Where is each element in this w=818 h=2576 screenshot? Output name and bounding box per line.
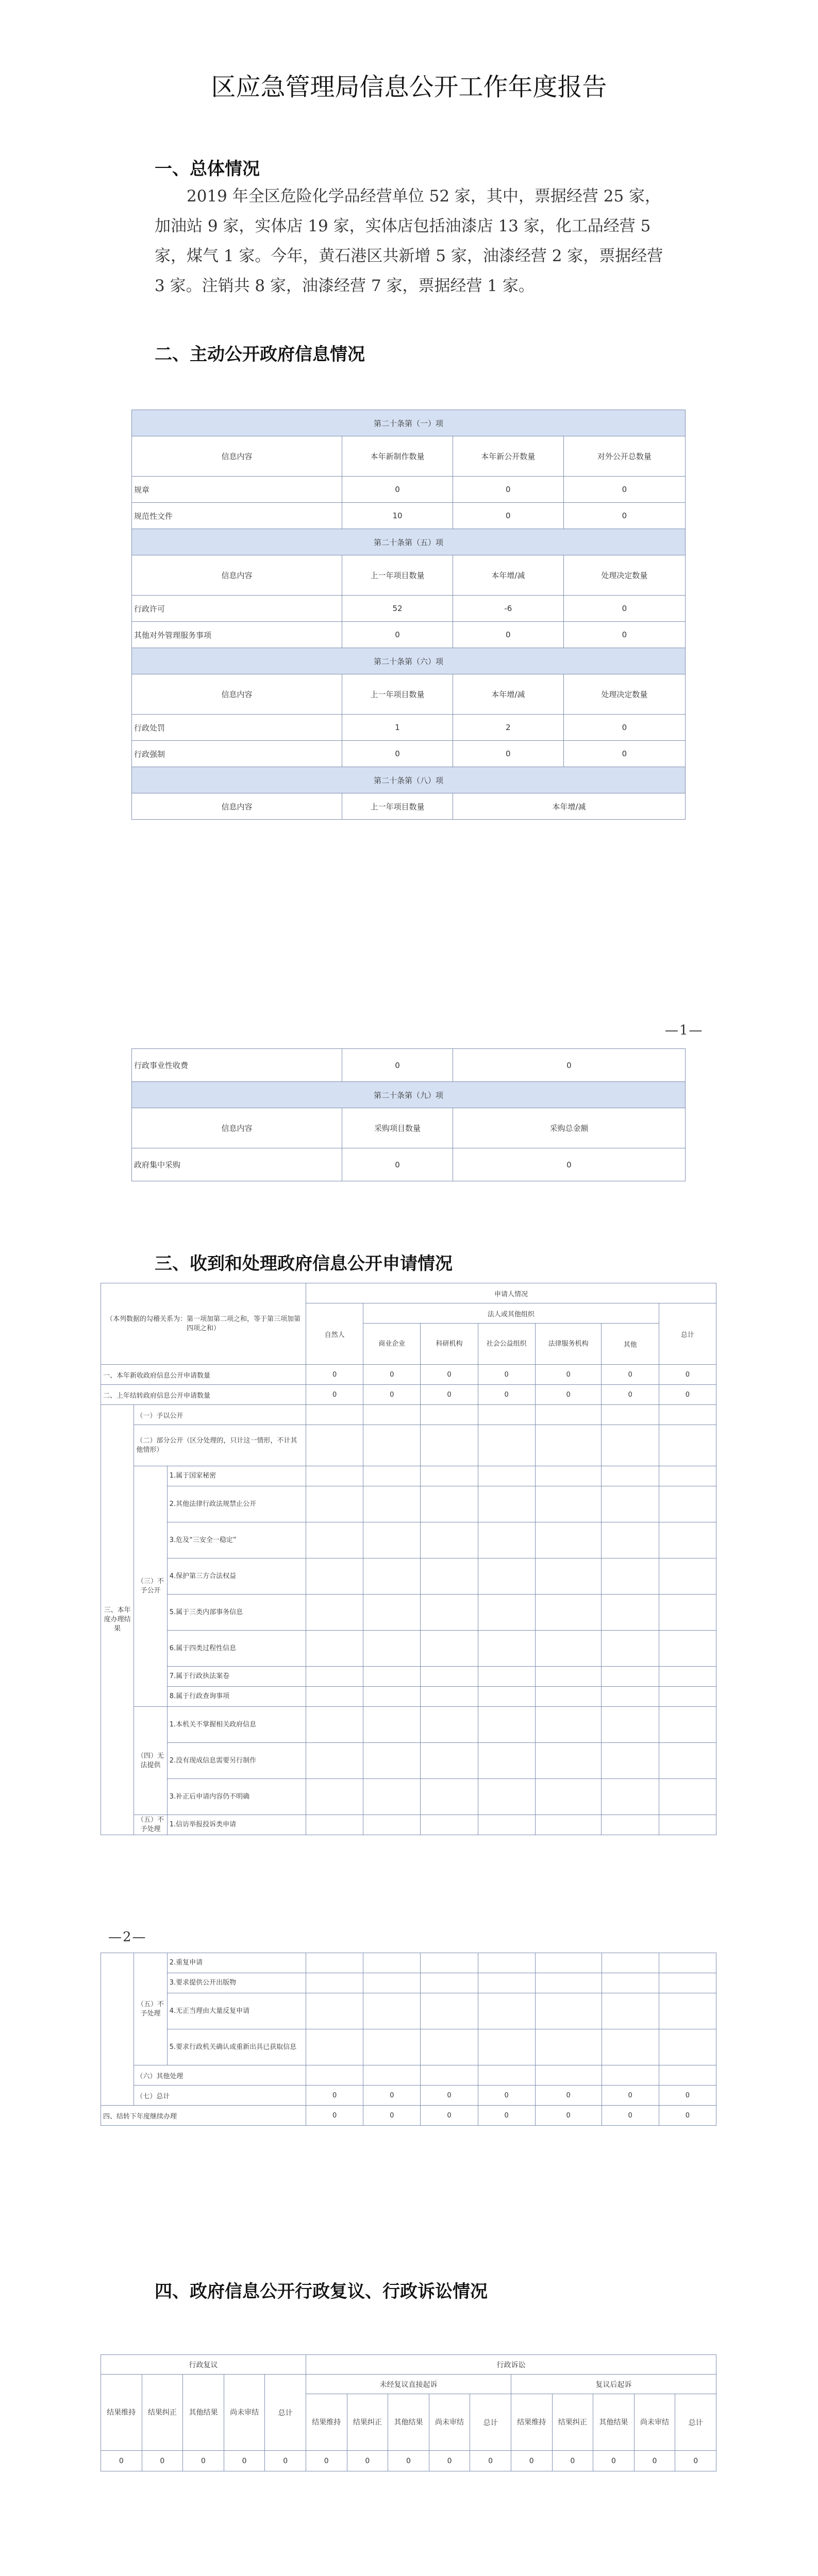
review-litigation-table <box>101 2354 716 2471</box>
table-row-label: 3.要求提供公开出版物 <box>167 1973 306 1993</box>
table-cell: 0 <box>363 1365 421 1385</box>
table-cell: 0 <box>347 2451 388 2471</box>
table-header-cell: 处理决定数量 <box>563 555 685 596</box>
table-header-cell: 未经复议直接起诉 <box>306 2375 511 2394</box>
table-cell: 0 <box>453 622 563 648</box>
table-cell: 行政事业性收费 <box>132 1049 342 1082</box>
table-header-cell: 上一年项目数量 <box>342 793 453 820</box>
section-2-heading: 二、主动公开政府信息情况 <box>155 344 365 365</box>
table-band: 第二十条第（一）项 <box>132 410 686 436</box>
table-cell: 0 <box>563 596 685 622</box>
table-band: 第二十条第（六）项 <box>132 648 686 674</box>
table-cell: 0 <box>421 1365 478 1385</box>
table-cell: 0 <box>306 2086 363 2106</box>
table-row-label: 四、结转下年度继续办理 <box>101 2106 306 2126</box>
table-row-label: 二、上年结转政府信息公开申请数量 <box>101 1385 306 1405</box>
table-header-cell: 结果纠正 <box>142 2375 183 2451</box>
table-header-cell: 本年增/减 <box>453 674 563 715</box>
table-cell: 0 <box>552 2451 593 2471</box>
table-cell: 0 <box>634 2451 675 2471</box>
table-cell: 0 <box>306 2451 347 2471</box>
table-cell: 0 <box>421 2106 478 2126</box>
table-cell: 0 <box>563 715 685 741</box>
table-cell: -6 <box>453 596 563 622</box>
table-cell: 0 <box>453 1049 685 1082</box>
table-row-label: 4.无正当理由大量反复申请 <box>167 1993 306 2029</box>
table-cell: 0 <box>478 1365 535 1385</box>
table-header-cell: 对外公开总数量 <box>563 436 685 477</box>
table-cell: 0 <box>388 2451 429 2471</box>
application-handling-table-continued <box>101 1953 716 2126</box>
table-cell: 0 <box>659 2106 716 2126</box>
proactive-disclosure-table <box>131 410 686 820</box>
table-header-cell: 尚未审结 <box>429 2394 470 2451</box>
table-header-cell: 本年新公开数量 <box>453 436 563 477</box>
table-row-label: （二）部分公开（区分处理的，只计这一情形，不计其他情形） <box>134 1425 306 1466</box>
section-4-heading: 四、政府信息公开行政复议、行政诉讼情况 <box>155 2281 488 2302</box>
table-cell: 0 <box>453 741 563 767</box>
table-cell: 0 <box>183 2451 224 2471</box>
table-header-cell: 尚未审结 <box>634 2394 675 2451</box>
table-header-cell: 商业企业 <box>363 1324 421 1365</box>
table-cell: 0 <box>342 622 453 648</box>
table-cell: 0 <box>363 2106 421 2126</box>
table-cell: 行政许可 <box>132 596 342 622</box>
table-cell: 其他对外管理服务事项 <box>132 622 342 648</box>
table-cell: 0 <box>342 1049 453 1082</box>
table-cell: 52 <box>342 596 453 622</box>
table-cell: 0 <box>453 1148 685 1181</box>
table-cell: 0 <box>224 2451 265 2471</box>
table-header-cell: 其他结果 <box>593 2394 635 2451</box>
table-cell: 0 <box>306 1385 363 1405</box>
table-cell: 0 <box>563 503 685 529</box>
table-cell: 0 <box>563 741 685 767</box>
table-header-cell: 处理决定数量 <box>563 674 685 715</box>
table-header-cell: 采购项目数量 <box>342 1108 453 1148</box>
table-header-cell: 信息内容 <box>132 436 342 477</box>
table-header-cell: 法律服务机构 <box>535 1324 602 1365</box>
table-cell: 0 <box>478 2086 535 2106</box>
table-row-label: 1.信访举报投诉类申请 <box>167 1815 306 1835</box>
table-cell: 行政处罚 <box>132 715 342 741</box>
table-header-cell: 总计 <box>470 2394 511 2451</box>
table-subgroup-label: （三）不予公开 <box>134 1466 167 1707</box>
table-cell: 0 <box>101 2451 142 2471</box>
table-row-label: 4.保护第三方合法权益 <box>167 1558 306 1595</box>
table-header-cell: 其他 <box>602 1324 659 1365</box>
table-cell: 2 <box>453 715 563 741</box>
table-cell: 0 <box>563 622 685 648</box>
table-header-cell: 上一年项目数量 <box>342 555 453 596</box>
table-row-label: （六）其他处理 <box>134 2065 306 2086</box>
table-cell: 0 <box>602 1385 659 1405</box>
table-cell: 0 <box>659 1365 716 1385</box>
application-handling-table <box>101 1283 716 1835</box>
table-cell: 10 <box>342 503 453 529</box>
table-cell: 0 <box>421 2086 478 2106</box>
table-group-label: 三、本年度办理结果 <box>101 1405 134 1835</box>
table-header-cell: 信息内容 <box>132 1108 342 1148</box>
table-cell: 0 <box>363 2086 421 2106</box>
table-cell: 1 <box>342 715 453 741</box>
table-header-cell: 尚未审结 <box>224 2375 265 2451</box>
table-header-cell: 行政诉讼 <box>306 2355 716 2375</box>
table-cell: 规范性文件 <box>132 503 342 529</box>
table-cell: 0 <box>535 2086 602 2106</box>
table-header-cell: 本年增/减 <box>453 793 685 820</box>
table-header-cell: 复议后起诉 <box>511 2375 716 2394</box>
section-1-text: 2019 年全区危险化学品经营单位 52 家，其中，票据经营 25 家，加油站 9 家，实体店 19 家，实体店包括油漆店 13 家，化工品经营 5 家，煤气 1 家。今年，黄石港区共新增 5 家，油漆经营 2 家，票据经营 3 家。注销共 8 家，油漆经营 7 家，票据经营 1 家。 <box>155 187 663 295</box>
table-header-cell: 总计 <box>675 2394 716 2451</box>
table-subgroup-label: （五）不予处理 <box>134 1953 167 2065</box>
table-header-cell: 总计 <box>659 1303 716 1365</box>
page-number: —2— <box>108 1929 147 1945</box>
table-row-label: 8.属于行政查询事项 <box>167 1687 306 1707</box>
table-band: 第二十条第（八）项 <box>132 767 686 793</box>
table-header-cell: 本年增/减 <box>453 555 563 596</box>
table-corner-note: （本列数据的勾稽关系为：第一项加第二项之和，等于第三项加第四项之和） <box>101 1283 306 1365</box>
table-cell: 0 <box>342 1148 453 1181</box>
table-cell: 0 <box>535 1365 602 1385</box>
table-cell: 0 <box>363 1385 421 1405</box>
table-row-label: 5.要求行政机关确认或重新出具已获取信息 <box>167 2029 306 2065</box>
table-cell: 0 <box>602 1365 659 1385</box>
table-header-cell: 信息内容 <box>132 674 342 715</box>
table-header-cell: 结果维持 <box>101 2375 142 2451</box>
table-header-cell: 其他结果 <box>388 2394 429 2451</box>
table-cell: 0 <box>478 1385 535 1405</box>
table-cell: 0 <box>535 1385 602 1405</box>
table-row-label: 6.属于四类过程性信息 <box>167 1631 306 1667</box>
table-cell: 0 <box>659 1385 716 1405</box>
table-cell: 0 <box>142 2451 183 2471</box>
table-header-cell: 结果维持 <box>511 2394 552 2451</box>
table-cell: 0 <box>453 477 563 503</box>
table-header-cell: 申请人情况 <box>306 1283 716 1303</box>
table-row-label: 1.本机关不掌握相关政府信息 <box>167 1707 306 1743</box>
table-header-cell: 行政复议 <box>101 2355 306 2375</box>
table-subgroup-label: （四）无法提供 <box>134 1707 167 1815</box>
table-header-cell: 结果维持 <box>306 2394 347 2451</box>
table-row-label: （一）予以公开 <box>134 1405 306 1425</box>
table-row-label: 5.属于三类内部事务信息 <box>167 1595 306 1631</box>
table-cell: 0 <box>602 2106 659 2126</box>
table-header-cell: 信息内容 <box>132 793 342 820</box>
table-cell: 0 <box>478 2106 535 2126</box>
table-header-cell: 自然人 <box>306 1303 363 1365</box>
table-header-cell: 法人或其他组织 <box>363 1303 659 1324</box>
table-cell: 0 <box>470 2451 511 2471</box>
table-cell: 0 <box>659 2086 716 2106</box>
table-header-cell: 其他结果 <box>183 2375 224 2451</box>
table-cell: 0 <box>342 741 453 767</box>
proactive-disclosure-table-continued <box>131 1048 686 1181</box>
table-row-label: 7.属于行政执法案卷 <box>167 1667 306 1687</box>
table-row-label: 1.属于国家秘密 <box>167 1466 306 1486</box>
table-cell: 0 <box>593 2451 635 2471</box>
table-cell: 0 <box>342 477 453 503</box>
table-band: 第二十条第（九）项 <box>132 1082 686 1108</box>
table-row-label: 2.重复申请 <box>167 1953 306 1973</box>
table-row-label: 一、本年新收政府信息公开申请数量 <box>101 1365 306 1385</box>
table-row-label: 2.其他法律行政法规禁止公开 <box>167 1486 306 1522</box>
table-header-cell: 上一年项目数量 <box>342 674 453 715</box>
table-cell: 0 <box>429 2451 470 2471</box>
table-cell: 0 <box>535 2106 602 2126</box>
table-cell: 0 <box>265 2451 306 2471</box>
table-cell: 0 <box>453 503 563 529</box>
table-band: 第二十条第（五）项 <box>132 529 686 555</box>
table-cell: 0 <box>563 477 685 503</box>
table-cell: 0 <box>306 1365 363 1385</box>
table-header-cell: 结果纠正 <box>552 2394 593 2451</box>
table-header-cell: 本年新制作数量 <box>342 436 453 477</box>
table-cell: 政府集中采购 <box>132 1148 342 1181</box>
section-1-heading: 一、总体情况 <box>155 159 260 179</box>
table-header-cell: 信息内容 <box>132 555 342 596</box>
table-header-cell: 科研机构 <box>421 1324 478 1365</box>
table-header-cell: 结果纠正 <box>347 2394 388 2451</box>
section-3-heading: 三、收到和处理政府信息公开申请情况 <box>155 1253 453 1274</box>
table-cell: 0 <box>306 2106 363 2126</box>
table-subgroup-label: （五）不予处理 <box>134 1815 167 1835</box>
document-title: 区应急管理局信息公开工作年度报告 <box>211 73 607 101</box>
table-cell: 规章 <box>132 477 342 503</box>
table-cell: 0 <box>421 1385 478 1405</box>
page-number: —1— <box>665 1023 704 1038</box>
table-row-label: 2.没有现成信息需要另行制作 <box>167 1743 306 1779</box>
table-header-cell: 总计 <box>265 2375 306 2451</box>
table-row-label: 3.补正后申请内容仍不明确 <box>167 1779 306 1815</box>
table-cell: 0 <box>602 2086 659 2106</box>
table-cell: 0 <box>675 2451 716 2471</box>
table-header-cell: 采购总金额 <box>453 1108 685 1148</box>
table-header-cell: 社会公益组织 <box>478 1324 535 1365</box>
table-cell: 行政强制 <box>132 741 342 767</box>
table-cell: 0 <box>511 2451 552 2471</box>
table-row-label: 3.危及“三安全一稳定” <box>167 1522 306 1558</box>
table-row-label: （七）总计 <box>134 2086 306 2106</box>
